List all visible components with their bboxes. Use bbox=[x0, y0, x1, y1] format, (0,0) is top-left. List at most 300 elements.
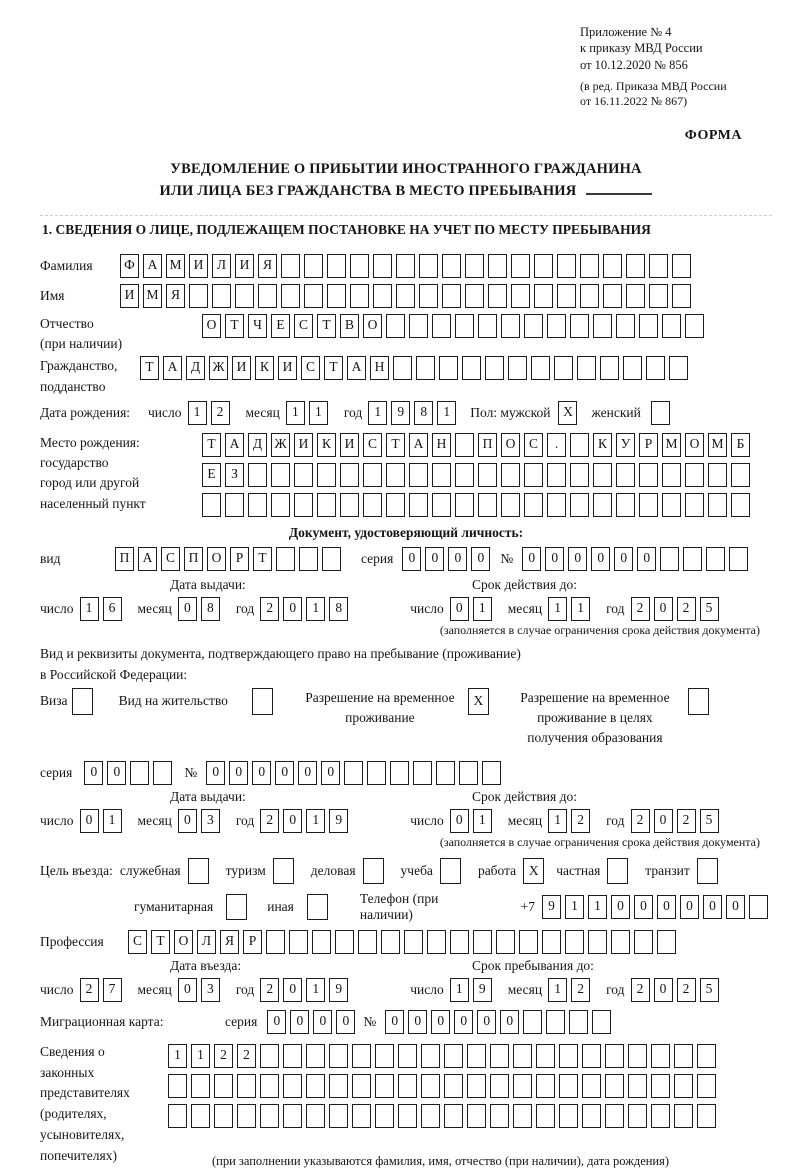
char-cell[interactable] bbox=[749, 895, 768, 919]
char-cell[interactable] bbox=[306, 1044, 325, 1068]
purpose-transit-checkbox[interactable] bbox=[697, 858, 722, 884]
char-cell[interactable] bbox=[306, 1074, 325, 1098]
char-cell[interactable] bbox=[559, 1044, 578, 1068]
char-cell[interactable] bbox=[168, 1074, 187, 1098]
char-cell[interactable] bbox=[616, 314, 635, 338]
year-cell[interactable]: 5 bbox=[700, 978, 719, 1002]
char-cell[interactable] bbox=[289, 930, 308, 954]
char-cell[interactable] bbox=[367, 761, 386, 785]
char-cell[interactable]: 0 bbox=[611, 895, 630, 919]
year-cell[interactable]: 5 bbox=[700, 597, 719, 621]
char-cell[interactable]: 0 bbox=[522, 547, 541, 571]
char-cell[interactable] bbox=[547, 314, 566, 338]
char-cell[interactable] bbox=[455, 493, 474, 517]
char-cell[interactable] bbox=[634, 930, 653, 954]
year-cell[interactable]: 2 bbox=[631, 809, 650, 833]
char-cell[interactable] bbox=[235, 284, 254, 308]
char-cell[interactable] bbox=[188, 858, 209, 884]
char-cell[interactable] bbox=[413, 761, 432, 785]
char-cell[interactable] bbox=[312, 930, 331, 954]
char-cell[interactable] bbox=[674, 1044, 693, 1068]
char-cell[interactable] bbox=[442, 284, 461, 308]
day-cell[interactable]: 1 bbox=[473, 809, 492, 833]
purpose-official-checkbox[interactable] bbox=[188, 858, 213, 884]
char-cell[interactable] bbox=[488, 284, 507, 308]
char-cell[interactable] bbox=[386, 493, 405, 517]
char-cell[interactable] bbox=[404, 930, 423, 954]
char-cell[interactable]: С bbox=[301, 356, 320, 380]
char-cell[interactable] bbox=[731, 463, 750, 487]
char-cell[interactable] bbox=[467, 1074, 486, 1098]
char-cell[interactable]: 0 bbox=[107, 761, 126, 785]
char-cell[interactable]: Д bbox=[186, 356, 205, 380]
char-cell[interactable] bbox=[327, 284, 346, 308]
char-cell[interactable] bbox=[225, 493, 244, 517]
char-cell[interactable]: К bbox=[317, 433, 336, 457]
day-cell[interactable]: 1 bbox=[80, 597, 99, 621]
char-cell[interactable] bbox=[373, 284, 392, 308]
char-cell[interactable] bbox=[473, 930, 492, 954]
char-cell[interactable] bbox=[660, 547, 679, 571]
year-cell[interactable]: 1 bbox=[306, 978, 325, 1002]
month-cell[interactable]: 3 bbox=[201, 978, 220, 1002]
char-cell[interactable] bbox=[421, 1044, 440, 1068]
char-cell[interactable]: З bbox=[225, 463, 244, 487]
char-cell[interactable] bbox=[557, 254, 576, 278]
char-cell[interactable] bbox=[421, 1074, 440, 1098]
char-cell[interactable]: М bbox=[143, 284, 162, 308]
char-cell[interactable] bbox=[322, 547, 341, 571]
char-cell[interactable] bbox=[496, 930, 515, 954]
char-cell[interactable]: Д bbox=[248, 433, 267, 457]
char-cell[interactable] bbox=[381, 930, 400, 954]
char-cell[interactable] bbox=[616, 463, 635, 487]
char-cell[interactable]: О bbox=[685, 433, 704, 457]
char-cell[interactable]: С bbox=[294, 314, 313, 338]
char-cell[interactable]: Е bbox=[202, 463, 221, 487]
char-cell[interactable] bbox=[248, 463, 267, 487]
char-cell[interactable]: 1 bbox=[168, 1044, 187, 1068]
char-cell[interactable] bbox=[651, 401, 670, 425]
char-cell[interactable]: С bbox=[161, 547, 180, 571]
year-cell[interactable]: 2 bbox=[677, 978, 696, 1002]
month-cell[interactable]: 8 bbox=[201, 597, 220, 621]
char-cell[interactable]: 0 bbox=[454, 1010, 473, 1034]
char-cell[interactable] bbox=[600, 356, 619, 380]
char-cell[interactable]: Е bbox=[271, 314, 290, 338]
char-cell[interactable] bbox=[708, 493, 727, 517]
char-cell[interactable] bbox=[340, 493, 359, 517]
char-cell[interactable] bbox=[547, 463, 566, 487]
char-cell[interactable]: К bbox=[255, 356, 274, 380]
char-cell[interactable] bbox=[490, 1044, 509, 1068]
char-cell[interactable] bbox=[616, 493, 635, 517]
char-cell[interactable] bbox=[432, 314, 451, 338]
char-cell[interactable]: 0 bbox=[726, 895, 745, 919]
char-cell[interactable] bbox=[649, 254, 668, 278]
char-cell[interactable]: О bbox=[501, 433, 520, 457]
char-cell[interactable]: М bbox=[662, 433, 681, 457]
char-cell[interactable]: Я bbox=[166, 284, 185, 308]
char-cell[interactable]: 0 bbox=[385, 1010, 404, 1034]
day-cell[interactable]: 2 bbox=[211, 401, 230, 425]
char-cell[interactable]: 0 bbox=[336, 1010, 355, 1034]
char-cell[interactable] bbox=[340, 463, 359, 487]
char-cell[interactable]: 1 bbox=[565, 895, 584, 919]
char-cell[interactable] bbox=[657, 930, 676, 954]
char-cell[interactable]: 0 bbox=[252, 761, 271, 785]
char-cell[interactable] bbox=[350, 254, 369, 278]
char-cell[interactable]: 0 bbox=[402, 547, 421, 571]
char-cell[interactable] bbox=[317, 493, 336, 517]
char-cell[interactable] bbox=[603, 284, 622, 308]
char-cell[interactable] bbox=[329, 1044, 348, 1068]
char-cell[interactable] bbox=[582, 1044, 601, 1068]
char-cell[interactable] bbox=[593, 493, 612, 517]
char-cell[interactable] bbox=[478, 314, 497, 338]
year-cell[interactable]: 8 bbox=[329, 597, 348, 621]
char-cell[interactable]: М bbox=[166, 254, 185, 278]
char-cell[interactable]: О bbox=[202, 314, 221, 338]
day-cell[interactable]: 0 bbox=[450, 809, 469, 833]
char-cell[interactable] bbox=[375, 1074, 394, 1098]
char-cell[interactable] bbox=[688, 688, 709, 715]
char-cell[interactable] bbox=[580, 254, 599, 278]
char-cell[interactable] bbox=[283, 1044, 302, 1068]
char-cell[interactable] bbox=[373, 254, 392, 278]
char-cell[interactable]: Р bbox=[230, 547, 249, 571]
char-cell[interactable] bbox=[352, 1074, 371, 1098]
char-cell[interactable] bbox=[455, 314, 474, 338]
char-cell[interactable] bbox=[212, 284, 231, 308]
day-cell[interactable]: 9 bbox=[473, 978, 492, 1002]
char-cell[interactable]: Б bbox=[731, 433, 750, 457]
char-cell[interactable]: И bbox=[235, 254, 254, 278]
char-cell[interactable] bbox=[409, 463, 428, 487]
char-cell[interactable]: К bbox=[593, 433, 612, 457]
char-cell[interactable]: 0 bbox=[680, 895, 699, 919]
year-cell[interactable]: 0 bbox=[283, 978, 302, 1002]
char-cell[interactable] bbox=[524, 463, 543, 487]
char-cell[interactable] bbox=[432, 493, 451, 517]
char-cell[interactable] bbox=[393, 356, 412, 380]
char-cell[interactable] bbox=[444, 1044, 463, 1068]
day-cell[interactable]: 7 bbox=[103, 978, 122, 1002]
char-cell[interactable] bbox=[459, 761, 478, 785]
char-cell[interactable]: А bbox=[409, 433, 428, 457]
char-cell[interactable] bbox=[649, 284, 668, 308]
char-cell[interactable] bbox=[409, 493, 428, 517]
char-cell[interactable] bbox=[189, 284, 208, 308]
char-cell[interactable] bbox=[490, 1104, 509, 1128]
char-cell[interactable] bbox=[260, 1074, 279, 1098]
char-cell[interactable] bbox=[536, 1074, 555, 1098]
char-cell[interactable] bbox=[237, 1074, 256, 1098]
char-cell[interactable]: 9 bbox=[542, 895, 561, 919]
char-cell[interactable] bbox=[508, 356, 527, 380]
char-cell[interactable] bbox=[501, 463, 520, 487]
char-cell[interactable]: И bbox=[340, 433, 359, 457]
year-cell[interactable]: 2 bbox=[677, 597, 696, 621]
char-cell[interactable]: 0 bbox=[425, 547, 444, 571]
char-cell[interactable] bbox=[685, 463, 704, 487]
char-cell[interactable] bbox=[271, 493, 290, 517]
char-cell[interactable]: 1 bbox=[588, 895, 607, 919]
char-cell[interactable] bbox=[352, 1104, 371, 1128]
char-cell[interactable]: 0 bbox=[471, 547, 490, 571]
char-cell[interactable] bbox=[375, 1044, 394, 1068]
char-cell[interactable] bbox=[202, 493, 221, 517]
char-cell[interactable]: О bbox=[207, 547, 226, 571]
char-cell[interactable] bbox=[534, 284, 553, 308]
char-cell[interactable] bbox=[672, 284, 691, 308]
purpose-tourism-checkbox[interactable] bbox=[273, 858, 298, 884]
char-cell[interactable]: М bbox=[708, 433, 727, 457]
char-cell[interactable] bbox=[421, 1104, 440, 1128]
char-cell[interactable] bbox=[536, 1104, 555, 1128]
char-cell[interactable] bbox=[439, 356, 458, 380]
char-cell[interactable] bbox=[605, 1074, 624, 1098]
char-cell[interactable]: О bbox=[363, 314, 382, 338]
day-cell[interactable]: 1 bbox=[103, 809, 122, 833]
char-cell[interactable]: П bbox=[184, 547, 203, 571]
char-cell[interactable] bbox=[271, 463, 290, 487]
year-cell[interactable]: 1 bbox=[437, 401, 456, 425]
char-cell[interactable] bbox=[260, 1044, 279, 1068]
char-cell[interactable]: 1 bbox=[191, 1044, 210, 1068]
char-cell[interactable]: Т bbox=[225, 314, 244, 338]
char-cell[interactable] bbox=[593, 314, 612, 338]
year-cell[interactable]: 9 bbox=[391, 401, 410, 425]
char-cell[interactable] bbox=[708, 463, 727, 487]
char-cell[interactable] bbox=[546, 1010, 565, 1034]
char-cell[interactable] bbox=[283, 1104, 302, 1128]
purpose-other-checkbox[interactable] bbox=[307, 894, 332, 920]
char-cell[interactable] bbox=[478, 463, 497, 487]
year-cell[interactable]: 1 bbox=[306, 809, 325, 833]
char-cell[interactable] bbox=[281, 284, 300, 308]
char-cell[interactable] bbox=[582, 1104, 601, 1128]
char-cell[interactable] bbox=[214, 1074, 233, 1098]
char-cell[interactable] bbox=[294, 463, 313, 487]
char-cell[interactable]: И bbox=[294, 433, 313, 457]
char-cell[interactable] bbox=[260, 1104, 279, 1128]
char-cell[interactable] bbox=[542, 930, 561, 954]
char-cell[interactable]: Т bbox=[324, 356, 343, 380]
char-cell[interactable]: 0 bbox=[275, 761, 294, 785]
day-cell[interactable]: 0 bbox=[450, 597, 469, 621]
char-cell[interactable] bbox=[697, 1104, 716, 1128]
char-cell[interactable] bbox=[281, 254, 300, 278]
year-cell[interactable]: 2 bbox=[631, 597, 650, 621]
char-cell[interactable] bbox=[252, 688, 273, 715]
char-cell[interactable] bbox=[465, 254, 484, 278]
char-cell[interactable] bbox=[605, 1044, 624, 1068]
char-cell[interactable]: X bbox=[468, 688, 489, 715]
char-cell[interactable]: 0 bbox=[477, 1010, 496, 1034]
char-cell[interactable] bbox=[317, 463, 336, 487]
char-cell[interactable] bbox=[603, 254, 622, 278]
char-cell[interactable] bbox=[478, 493, 497, 517]
char-cell[interactable] bbox=[462, 356, 481, 380]
char-cell[interactable]: С bbox=[128, 930, 147, 954]
char-cell[interactable] bbox=[513, 1074, 532, 1098]
char-cell[interactable] bbox=[350, 284, 369, 308]
char-cell[interactable] bbox=[396, 254, 415, 278]
char-cell[interactable]: 0 bbox=[206, 761, 225, 785]
char-cell[interactable]: Ж bbox=[271, 433, 290, 457]
purpose-business-checkbox[interactable] bbox=[363, 858, 388, 884]
year-cell[interactable]: 0 bbox=[283, 809, 302, 833]
phone-cells[interactable] bbox=[542, 895, 772, 919]
char-cell[interactable]: 0 bbox=[637, 547, 656, 571]
char-cell[interactable]: 0 bbox=[290, 1010, 309, 1034]
char-cell[interactable]: В bbox=[340, 314, 359, 338]
char-cell[interactable]: 0 bbox=[614, 547, 633, 571]
char-cell[interactable]: 0 bbox=[545, 547, 564, 571]
char-cell[interactable]: 0 bbox=[591, 547, 610, 571]
month-cell[interactable]: 1 bbox=[286, 401, 305, 425]
char-cell[interactable] bbox=[669, 356, 688, 380]
char-cell[interactable] bbox=[646, 356, 665, 380]
char-cell[interactable] bbox=[335, 930, 354, 954]
char-cell[interactable]: 0 bbox=[229, 761, 248, 785]
char-cell[interactable]: Т bbox=[151, 930, 170, 954]
char-cell[interactable]: X bbox=[523, 858, 544, 884]
char-cell[interactable] bbox=[304, 284, 323, 308]
char-cell[interactable] bbox=[683, 547, 702, 571]
char-cell[interactable] bbox=[363, 463, 382, 487]
month-cell[interactable]: 0 bbox=[178, 809, 197, 833]
sex-male-checkbox[interactable] bbox=[558, 401, 581, 425]
char-cell[interactable]: П bbox=[115, 547, 134, 571]
char-cell[interactable] bbox=[482, 761, 501, 785]
char-cell[interactable] bbox=[511, 254, 530, 278]
char-cell[interactable] bbox=[729, 547, 748, 571]
char-cell[interactable] bbox=[419, 284, 438, 308]
char-cell[interactable]: С bbox=[524, 433, 543, 457]
year-cell[interactable]: 1 bbox=[368, 401, 387, 425]
char-cell[interactable] bbox=[565, 930, 584, 954]
char-cell[interactable] bbox=[534, 254, 553, 278]
year-cell[interactable]: 1 bbox=[306, 597, 325, 621]
year-cell[interactable]: 9 bbox=[329, 809, 348, 833]
char-cell[interactable] bbox=[554, 356, 573, 380]
char-cell[interactable] bbox=[501, 493, 520, 517]
char-cell[interactable] bbox=[651, 1104, 670, 1128]
char-cell[interactable] bbox=[662, 463, 681, 487]
month-cell[interactable]: 1 bbox=[548, 597, 567, 621]
char-cell[interactable]: С bbox=[363, 433, 382, 457]
month-cell[interactable]: 1 bbox=[571, 597, 590, 621]
char-cell[interactable] bbox=[329, 1104, 348, 1128]
char-cell[interactable] bbox=[409, 314, 428, 338]
char-cell[interactable] bbox=[130, 761, 149, 785]
char-cell[interactable]: У bbox=[616, 433, 635, 457]
char-cell[interactable]: Р bbox=[639, 433, 658, 457]
month-cell[interactable]: 0 bbox=[178, 978, 197, 1002]
char-cell[interactable] bbox=[697, 1044, 716, 1068]
char-cell[interactable] bbox=[258, 284, 277, 308]
char-cell[interactable]: Р bbox=[243, 930, 262, 954]
char-cell[interactable] bbox=[450, 930, 469, 954]
char-cell[interactable] bbox=[662, 493, 681, 517]
char-cell[interactable] bbox=[283, 1074, 302, 1098]
month-cell[interactable]: 1 bbox=[548, 978, 567, 1002]
char-cell[interactable] bbox=[398, 1074, 417, 1098]
char-cell[interactable] bbox=[628, 1074, 647, 1098]
char-cell[interactable]: 0 bbox=[408, 1010, 427, 1034]
char-cell[interactable] bbox=[467, 1104, 486, 1128]
char-cell[interactable] bbox=[570, 493, 589, 517]
char-cell[interactable]: Я bbox=[220, 930, 239, 954]
char-cell[interactable] bbox=[386, 463, 405, 487]
char-cell[interactable]: 0 bbox=[657, 895, 676, 919]
char-cell[interactable]: Ч bbox=[248, 314, 267, 338]
char-cell[interactable]: X bbox=[558, 401, 577, 425]
char-cell[interactable] bbox=[559, 1104, 578, 1128]
year-cell[interactable]: 2 bbox=[260, 597, 279, 621]
char-cell[interactable] bbox=[226, 894, 247, 920]
option-temp-residence-education-checkbox[interactable] bbox=[688, 688, 713, 715]
char-cell[interactable] bbox=[628, 1044, 647, 1068]
char-cell[interactable] bbox=[580, 284, 599, 308]
char-cell[interactable] bbox=[307, 894, 328, 920]
char-cell[interactable] bbox=[623, 356, 642, 380]
char-cell[interactable] bbox=[153, 761, 172, 785]
day-cell[interactable]: 1 bbox=[473, 597, 492, 621]
char-cell[interactable] bbox=[352, 1044, 371, 1068]
char-cell[interactable]: Т bbox=[140, 356, 159, 380]
char-cell[interactable]: 0 bbox=[313, 1010, 332, 1034]
char-cell[interactable] bbox=[485, 356, 504, 380]
char-cell[interactable]: И bbox=[189, 254, 208, 278]
year-cell[interactable]: 2 bbox=[260, 978, 279, 1002]
char-cell[interactable]: А bbox=[225, 433, 244, 457]
char-cell[interactable] bbox=[524, 314, 543, 338]
char-cell[interactable] bbox=[455, 433, 474, 457]
year-cell[interactable]: 0 bbox=[654, 978, 673, 1002]
char-cell[interactable]: Л bbox=[197, 930, 216, 954]
char-cell[interactable] bbox=[536, 1044, 555, 1068]
char-cell[interactable] bbox=[557, 284, 576, 308]
year-cell[interactable]: 0 bbox=[283, 597, 302, 621]
char-cell[interactable] bbox=[276, 547, 295, 571]
char-cell[interactable] bbox=[488, 254, 507, 278]
char-cell[interactable] bbox=[697, 858, 718, 884]
char-cell[interactable] bbox=[191, 1074, 210, 1098]
month-cell[interactable]: 1 bbox=[548, 809, 567, 833]
option-temp-residence-checkbox[interactable] bbox=[468, 688, 493, 715]
char-cell[interactable] bbox=[72, 688, 93, 715]
char-cell[interactable] bbox=[662, 314, 681, 338]
char-cell[interactable]: Я bbox=[258, 254, 277, 278]
year-cell[interactable]: 2 bbox=[260, 809, 279, 833]
char-cell[interactable] bbox=[419, 254, 438, 278]
char-cell[interactable] bbox=[465, 284, 484, 308]
char-cell[interactable]: Н bbox=[370, 356, 389, 380]
char-cell[interactable] bbox=[501, 314, 520, 338]
char-cell[interactable]: О bbox=[174, 930, 193, 954]
char-cell[interactable] bbox=[467, 1044, 486, 1068]
year-cell[interactable]: 8 bbox=[414, 401, 433, 425]
char-cell[interactable] bbox=[214, 1104, 233, 1128]
char-cell[interactable] bbox=[639, 493, 658, 517]
char-cell[interactable] bbox=[444, 1104, 463, 1128]
sex-female-checkbox[interactable] bbox=[651, 401, 674, 425]
day-cell[interactable]: 0 bbox=[80, 809, 99, 833]
char-cell[interactable]: 0 bbox=[703, 895, 722, 919]
